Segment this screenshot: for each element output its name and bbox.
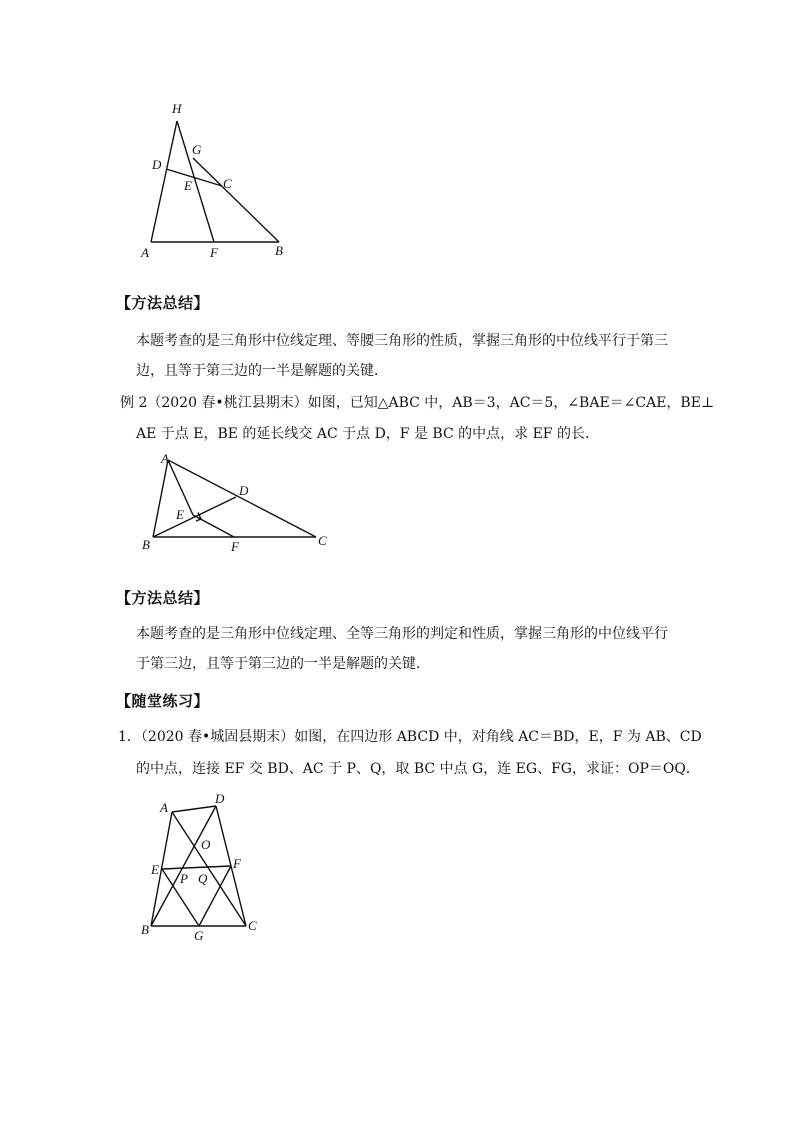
segment-AH	[151, 121, 177, 242]
label-C: C	[248, 918, 257, 933]
label-A: A	[141, 245, 149, 260]
practice-heading: 【随堂练习】	[116, 692, 210, 710]
label-D: D	[215, 791, 225, 806]
label-H: H	[172, 101, 182, 116]
label-F: F	[231, 539, 239, 554]
segment-AB	[153, 460, 168, 537]
segment-AD	[172, 806, 216, 812]
figure-1-triangle	[130, 95, 310, 265]
label-C: C	[223, 176, 232, 191]
method-summary-heading-1: 【方法总结】	[116, 294, 210, 312]
label-D: D	[239, 483, 249, 498]
label-E: E	[151, 862, 159, 877]
label-P: P	[180, 871, 188, 886]
label-C: C	[318, 533, 327, 548]
figure-2-triangle	[135, 448, 345, 558]
label-G: G	[192, 142, 202, 157]
label-B: B	[141, 922, 149, 937]
example-2-line-1: 例 2（2020 春•桃江县期末）如图，已知△ABC 中，AB＝3，AC＝5，∠BAE＝∠CAE，BE⊥	[120, 395, 715, 411]
segment-EF	[193, 515, 234, 537]
label-E: E	[184, 178, 192, 193]
method-summary-line-1: 本题考查的是三角形中位线定理、等腰三角形的性质，掌握三角形的中位线平行于第三	[136, 333, 668, 349]
label-E: E	[176, 507, 184, 522]
example-2-line-2: AE 于点 E，BE 的延长线交 AC 于点 D，F 是 BC 的中点，求 EF 的长．	[136, 426, 599, 442]
practice-line-2: 的中点，连接 EF 交 BD、AC 于 P、Q，取 BC 中点 G，连 EG、FG，求证：OP＝OQ．	[136, 761, 700, 777]
label-B: B	[142, 537, 150, 552]
label-F: F	[210, 245, 218, 260]
label-Q: Q	[198, 871, 208, 886]
method-summary-2-line-2: 于第三边，且等于第三边的一半是解题的关键．	[136, 656, 430, 672]
segment-EF	[162, 866, 231, 869]
segment-AC	[168, 460, 316, 537]
label-B: B	[275, 243, 283, 258]
label-O: O	[201, 837, 211, 852]
label-F: F	[233, 856, 241, 871]
method-summary-2-line-1: 本题考查的是三角形中位线定理、全等三角形的判定和性质，掌握三角形的中位线平行	[136, 626, 668, 642]
figure-3-quadrilateral	[130, 787, 270, 947]
label-D: D	[152, 157, 162, 172]
label-A: A	[161, 451, 169, 466]
segment-GB	[193, 158, 279, 242]
method-summary-line-2: 边，且等于第三边的一半是解题的关键．	[136, 363, 388, 379]
label-G: G	[194, 928, 204, 943]
method-summary-heading-2: 【方法总结】	[116, 589, 210, 607]
label-A: A	[160, 800, 168, 815]
practice-line-1: 1．（2020 春•城固县期末）如图，在四边形 ABCD 中，对角线 AC＝BD，E，F 为 AB、CD	[118, 729, 702, 745]
